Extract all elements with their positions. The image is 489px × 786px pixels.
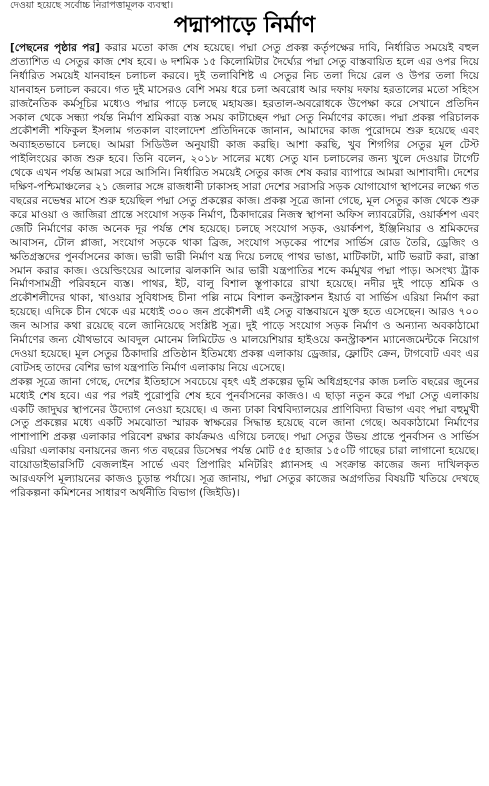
paragraph-2-text: প্রকল্প সূত্রে জানা গেছে, দেশের ইতিহাসে সবচেয়ে বৃহৎ এই প্রকল্পের ভূমি অধিগ্রহণের কাজ চলতি বছরের জুনের মধ্যেই শেষ হবে। এর পর পরই পুরোপুরি শেষ হবে পুনর্বাসনের কাজও। এ ছাড়া নতুন করে পদ্মা সেতু এলাকায় একটি জাদুঘর স্থাপনের উদ্যোগ নেওয়া হয়েছে। এ জন্য ঢাকা বিশ্ববিদ্যালয়ের প্রাণিবিদ্যা বিভাগ এবং পদ্মা বহুমুখী সেতু প্রকল্পের মধ্যে একটি সমঝোতা স্মারক স্বাক্ষরের সিদ্ধান্ত হয়েছে বলে জানা গেছে। অবকাঠামো নির্মাণের পাশাপাশি প্রকল্প এলাকার পরিবেশ রক্ষার কার্যক্রমও এগিয়ে চলছে। পদ্মা সেতুর উভয় প্রান্তে পুনর্বাসন ও সার্ভিস এরিয়া এলাকায় বনায়নের জন্য গত বছরের ডিসেম্বর পর্যন্ত মোট ৫৫ হাজার ১৫০টি গাছের চারা লাগানো হয়েছে। বায়োডাইভারসিটি বেজলাইন সার্ভে এবং প্রিপারিং মনিটরিং প্ল্যানসহ এ সংক্রান্ত কাজের জন্য দাখিলকৃত আরএফপি মূল্যায়নের কাজও চূড়ান্ত পর্যায়ে। সূত্র জানায়, পদ্মা সেতুর কাজের অগ্রগতির বিষয়টি খতিয়ে দেখছে পরিকল্পনা কমিশনের সাধারণ অর্থনীতি বিভাগ (জিইডি)। xyxy=(10,375,479,499)
paragraph-1-text: করার মতো কাজ শেষ হয়েছে। পদ্মা সেতু প্রকল্প কর্তৃপক্ষের দাবি, নির্ধারিত সময়েই বহুল প্রত্যাশিত এ সেতুর কাজ শেষ হবে। ৬ দশমিক ১৫ কিলোমিটার দৈর্ঘ্যের পদ্মা সেতু বাস্তবায়িত হলে এর ওপর দিয়ে নির্ধারিত সময়েই যানবাহন চলাচল করবে। দুই তলাবিশিষ্ট এ সেতুর নিচ তলা দিয়ে রেল ও উপর তলা দিয়ে যানবাহন চলাচল করবে। গত দুই মাসেরও বেশি সময় ধরে চলা অবরোধ আর দফায় দফায় হরতালের মতো সহিংস রাজনৈতিক কর্মসূচির মধ্যেও পদ্মার পাড়ে চলছে মহাযজ্ঞ। হরতাল-অবরোধকে উপেক্ষা করে সেখানে প্রতিদিন সকাল থেকে সন্ধ্যা পর্যন্ত নির্মাণ শ্রমিকরা ব্যস্ত সময় কাটাচ্ছেন পদ্মা সেতু নির্মাণের কাজে। পদ্মা প্রকল্প পরিচালক প্রকৌশলী শফিকুল ইসলাম গতকাল বাংলাদেশ প্রতিদিনকে জানান, আমাদের কাজ পুরোদমে শুরু হয়েছে এবং অব্যাহতভাবে চলছে। আমরা সিডিউল অনুযায়ী কাজ করছি। আশা করছি, খুব শিগগির সেতুর মূল টেস্ট পাইলিংয়ের কাজ শুরু হবে। তিনি বলেন, ২০১৮ সালের মধ্যে সেতু যান চলাচলের জন্য খুলে দেওয়ার টার্গেট থেকে এখন পর্যন্ত আমরা সরে আসিনি। নির্ধারিত সময়েই সেতুর কাজ শেষ করার ব্যাপারে আমরা আশাবাদী। দেশের দক্ষিণ-পশ্চিমাঞ্চলের ২১ জেলার সঙ্গে রাজধানী ঢাকাসহ সারা দেশের সরাসরি সড়ক যোগাযোগ স্থাপনের লক্ষ্যে গত বছরের নভেম্বর মাসে শুরু হয়েছিল পদ্মা সেতু প্রকল্পের কাজ। প্রকল্প সূত্রে জানা গেছে, মূল সেতুর কাজ থেকে শুরু করে মাওয়া ও জাজিরা প্রান্তে সংযোগ সড়ক নির্মাণ, ঠিকাদারের নিজস্ব স্থাপনা অফিস ল্যাবরেটরি, ওয়ার্কশপ এবং জেটি নির্মাণের কাজ অনেক দূর পর্যন্ত শেষ হয়েছে। চলছে সংযোগ সড়ক, ওয়ার্কশপ, ইঞ্জিনিয়ার ও শ্রমিকদের আবাসন, টোল প্লাজা, সংযোগ সড়কে থাকা ব্রিজ, সংযোগ সড়কের পাশের সার্ভিস রোড তৈরি, ড্রেজিং ও ক্ষতিগ্রস্তদের পুনর্বাসনের কাজ। ভারী ভারী নির্মাণ যন্ত্র দিয়ে চলছে পাথর ভাঙা, মাটিকাটা, মাটি ভরাট করা, রাস্তা সমান করার কাজ। ওয়েল্ডিংয়ের আলোর ঝলকানি আর ভারী যন্ত্রপাতির শব্দে কর্মমুখর পদ্মা পাড়। অসংখ্য ট্রাক নির্মাণসামগ্রী পরিবহনে ব্যস্ত। পাথর, ইট, বালু বিশাল স্তূপাকারে রাখা হয়েছে। নদীর দুই পাড়ে শ্রমিক ও প্রকৌশলীদের থাকা, খাওয়ার সুবিধাসহ চীনা পল্লি নামে বিশাল কনস্ট্রাকশন ইয়ার্ড বা সার্ভিস এরিয়া নির্মাণ করা হয়েছে। এদিকে চীন থেকে এর মধ্যেই ৩০০ জন প্রকৌশলী এই সেতু বাস্তবায়নে যুক্ত হতে এসেছেন। আরও ৭০০ জন আসার কথা রয়েছে বলে জানিয়েছে সংশ্লিষ্ট সূত্র। দুই পাড়ে সংযোগ সড়ক নির্মাণ ও অন্যান্য অবকাঠামো নির্মাণের জন্য যৌথভাবে আবদুল মোনেম লিমিটেড ও মালয়েশিয়ার হাইওয়ে কনস্ট্রাকশন ম্যানেজমেন্টকে নিয়োগ দেওয়া হয়েছে। মূল সেতুর ঠিকাদারি প্রতিষ্ঠান ইতিমধ্যে প্রকল্প এলাকায় ড্রেজার, ফ্লোটিং ক্রেন, টাগবোট এবং এর বোটসহ তাদের বেশির ভাগ যন্ত্রপাতি নির্মাণ এলাকায় নিয়ে এসেছে। xyxy=(10,42,479,374)
previous-article-tail: দেওয়া হয়েছে সর্বোচ্চ নিরাপত্তামূলক ব্যবস্থা। xyxy=(10,0,174,11)
article-paragraph-2 xyxy=(10,376,479,501)
article-headline: পদ্মাপাড়ে নির্মাণ xyxy=(173,13,316,38)
continuation-kicker: [পেছনের পৃষ্ঠার পর] xyxy=(10,42,100,54)
article-body xyxy=(10,42,479,501)
article-paragraph-1 xyxy=(10,42,479,376)
